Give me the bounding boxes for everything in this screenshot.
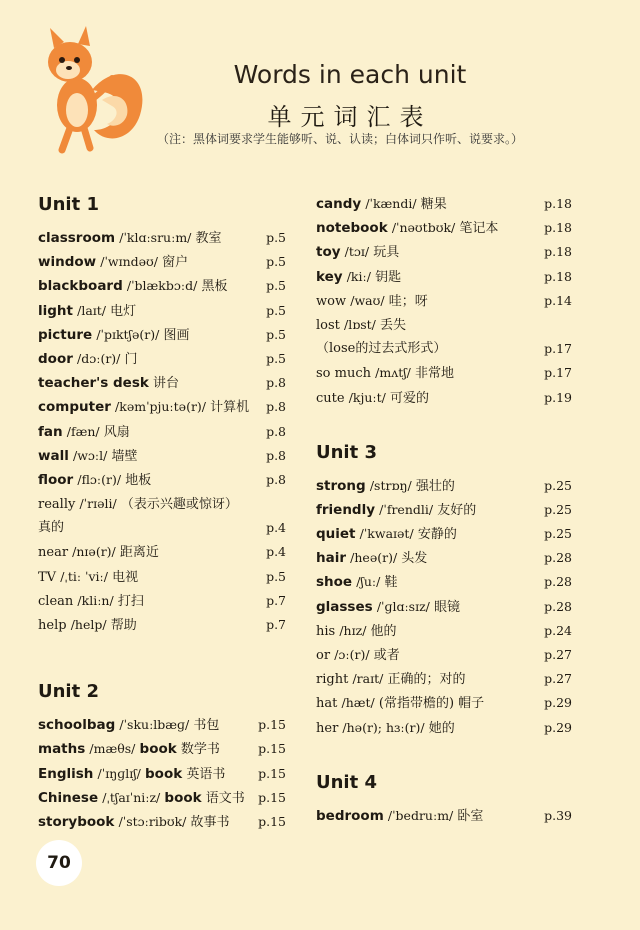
word-entry xyxy=(38,737,290,761)
entry-word: toy xyxy=(316,244,341,261)
word-entry xyxy=(38,347,290,371)
entry-meaning: 数学书 xyxy=(180,742,220,758)
entry-page: p.8 xyxy=(266,399,286,415)
entry-meaning: 正确的；对的 xyxy=(387,672,466,688)
entry-meaning: 安静的 xyxy=(417,527,457,543)
word-entry xyxy=(316,570,572,594)
entry-page: p.29 xyxy=(544,719,572,735)
entry-page: p.15 xyxy=(258,813,286,829)
word-entry xyxy=(316,474,572,498)
entry-word: clean xyxy=(38,593,74,609)
entry-meaning: 讲台 xyxy=(153,376,180,392)
word-entry xyxy=(38,786,290,810)
unit-section xyxy=(316,438,572,740)
word-entry xyxy=(38,420,290,444)
entry-word: right xyxy=(316,672,349,688)
entry-phonetic: /hæt/ xyxy=(341,695,375,711)
entry-page: p.17 xyxy=(544,365,572,381)
entry-word: classroom xyxy=(38,230,116,246)
entry-word: computer xyxy=(38,399,111,416)
entry-phonetic: /heə(r)/ xyxy=(350,550,398,566)
entry-meaning: 教室 xyxy=(195,231,222,246)
word-list xyxy=(38,713,290,834)
entry-page: p.25 xyxy=(544,477,572,493)
entry-page: p.7 xyxy=(266,617,286,632)
word-entry xyxy=(38,613,290,637)
entry-page: p.15 xyxy=(258,789,286,805)
entry-page: p.18 xyxy=(544,244,572,260)
unit-section xyxy=(316,192,572,410)
word-entry xyxy=(38,323,290,347)
word-entry xyxy=(38,371,290,395)
entry-page: p.8 xyxy=(266,471,286,487)
entry-meaning: 糖果 xyxy=(420,197,447,212)
entry-word: or xyxy=(316,648,331,663)
entry-meaning: 眼镜 xyxy=(434,599,461,615)
entry-page: p.19 xyxy=(544,389,572,405)
unit-section xyxy=(38,677,290,834)
word-entry xyxy=(316,216,572,240)
word-entry xyxy=(316,667,572,691)
entry-meaning: 墙壁 xyxy=(111,448,138,464)
entry-page: p.8 xyxy=(266,447,286,463)
word-entry xyxy=(316,313,572,337)
entry-page: p.8 xyxy=(266,423,286,439)
entry-meaning: 门 xyxy=(124,351,138,367)
entry-meaning: 或者 xyxy=(373,648,400,663)
left-column xyxy=(38,190,290,834)
entry-phonetic: /ˈɡlɑːsɪz/ xyxy=(376,598,430,614)
word-entry xyxy=(38,395,290,419)
word-entry xyxy=(316,804,572,828)
entry-page: p.5 xyxy=(266,350,286,366)
entry-meaning: 地板 xyxy=(125,472,152,488)
entry-page: p.28 xyxy=(544,550,572,566)
entry-meaning: 她的 xyxy=(428,720,455,736)
word-list xyxy=(316,192,572,410)
entry-phonetic: /tɔɪ/ xyxy=(344,244,370,260)
entry-meaning: 玩具 xyxy=(373,245,400,261)
entry-word: candy xyxy=(316,196,362,212)
entry-meaning: 打扫 xyxy=(117,593,144,609)
entry-word: fan xyxy=(38,423,63,440)
entry-meaning: 窗户 xyxy=(162,255,189,271)
entry-word: key xyxy=(316,268,343,285)
word-entry xyxy=(38,762,290,786)
word-entry xyxy=(316,240,572,264)
word-entry xyxy=(38,226,290,250)
entry-phonetic: /ˈbedruːm/ xyxy=(387,807,454,823)
entry-word-suffix: book xyxy=(139,741,177,758)
word-entry xyxy=(38,810,290,834)
entry-word: help xyxy=(38,618,67,633)
unit-heading: Unit 4 xyxy=(316,771,377,793)
word-entry xyxy=(38,713,290,737)
entry-word-suffix: book xyxy=(164,789,202,806)
entry-page: p.24 xyxy=(544,622,572,638)
entry-phonetic: /help/ xyxy=(70,617,107,632)
entry-word: door xyxy=(38,350,73,367)
entry-phonetic: /waʊ/ xyxy=(350,292,385,308)
unit-heading: Unit 1 xyxy=(38,194,99,215)
entry-page: p.17 xyxy=(544,341,572,357)
entry-phonetic: /kliːn/ xyxy=(77,592,114,608)
entry-meaning: 他的 xyxy=(370,623,397,639)
entry-page: p.25 xyxy=(544,501,572,517)
entry-page: p.5 xyxy=(266,302,286,318)
entry-meaning: 友好的 xyxy=(437,502,477,518)
entry-word: storybook xyxy=(38,813,115,830)
entry-phonetic: /flɔː(r)/ xyxy=(77,471,122,487)
entry-page: p.8 xyxy=(266,375,286,391)
entry-word: near xyxy=(38,545,69,561)
entry-phonetic: /ˈpɪktʃə(r)/ xyxy=(96,326,160,342)
word-entry xyxy=(316,289,572,313)
entry-meaning: 书包 xyxy=(193,718,220,734)
entry-phonetic: /raɪt/ xyxy=(352,671,384,687)
word-entry xyxy=(316,386,572,410)
entry-phonetic: /fæn/ xyxy=(66,423,100,439)
entry-phonetic: /laɪt/ xyxy=(77,302,107,318)
entry-word: bedroom xyxy=(316,807,384,824)
word-entry xyxy=(316,498,572,522)
entry-word: light xyxy=(38,302,73,319)
word-entry xyxy=(316,619,572,643)
entry-page: p.4 xyxy=(266,520,286,536)
word-entry xyxy=(38,250,290,274)
entry-word: his xyxy=(316,623,336,639)
word-entry xyxy=(38,274,290,298)
word-entry xyxy=(316,337,572,361)
entry-page: p.39 xyxy=(544,807,572,823)
entry-page: p.27 xyxy=(544,647,572,662)
unit-heading: Unit 2 xyxy=(38,681,99,703)
word-entry xyxy=(316,691,572,715)
entry-meaning: 计算机 xyxy=(210,400,250,416)
entry-phonetic: /kəmˈpjuːtə(r)/ xyxy=(115,399,207,415)
entry-page: p.5 xyxy=(266,278,286,294)
entry-page: p.14 xyxy=(544,292,572,308)
entry-phonetic: /ˈstɔːribʊk/ xyxy=(118,813,187,829)
entry-page: p.5 xyxy=(266,230,286,245)
entry-phonetic: /hə(r); hɜː(r)/ xyxy=(342,719,425,735)
word-entry xyxy=(316,716,572,740)
entry-page: p.18 xyxy=(544,196,572,211)
word-list xyxy=(316,804,572,828)
entry-phonetic: /lɒst/ xyxy=(344,316,376,332)
entry-word: her xyxy=(316,720,339,736)
entry-phonetic: /ˈkændi/ xyxy=(365,196,417,211)
entry-meaning: 丢失 xyxy=(380,317,407,333)
entry-word: wall xyxy=(38,447,69,464)
entry-meaning: 英语书 xyxy=(186,766,226,782)
word-entry xyxy=(38,492,290,516)
entry-word: glasses xyxy=(316,598,373,615)
entry-page: p.18 xyxy=(544,220,572,236)
entry-phonetic: /hɪz/ xyxy=(339,622,367,638)
entry-phonetic: /ˈɪŋɡlɪʃ/ xyxy=(97,765,141,781)
usage-note: （注：黑体词要求学生能够听、说、认读；白体词只作听、说要求。） xyxy=(156,132,523,146)
word-entry xyxy=(38,540,290,564)
entry-word: quiet xyxy=(316,526,356,543)
entry-word: notebook xyxy=(316,220,388,237)
entry-meaning: 电视 xyxy=(112,569,139,585)
entry-word: Chinese xyxy=(38,789,99,806)
entry-meaning: (常指带檐的) 帽子 xyxy=(378,696,485,712)
entry-page: p.4 xyxy=(266,544,286,560)
entry-page: p.28 xyxy=(544,574,572,590)
entry-phonetic: /ʃuː/ xyxy=(356,574,381,590)
page-title-chinese: 单元词汇表 xyxy=(267,103,433,131)
word-entry xyxy=(38,299,290,323)
entry-meaning: 强壮的 xyxy=(415,478,455,494)
entry-word: teacher's desk xyxy=(38,375,149,392)
word-entry xyxy=(38,589,290,613)
word-entry xyxy=(316,643,572,667)
entry-meaning: 钥匙 xyxy=(375,269,402,285)
entry-phonetic: /ˈwɪndəʊ/ xyxy=(100,254,159,270)
entry-phonetic: /ɔː(r)/ xyxy=(334,647,370,662)
entry-phonetic: /nɪə(r)/ xyxy=(72,544,116,560)
word-entry xyxy=(316,595,572,619)
entry-phonetic: /kjuːt/ xyxy=(348,389,386,405)
entry-word: hair xyxy=(316,550,347,567)
entry-meaning: 鞋 xyxy=(384,575,398,591)
entry-word: so much xyxy=(316,366,371,382)
entry-phonetic: /ˈnəʊtbʊk/ xyxy=(391,220,456,236)
entry-page: p.27 xyxy=(544,671,572,687)
entry-phonetic: /wɔːl/ xyxy=(72,447,108,463)
entry-meaning: 电灯 xyxy=(110,303,137,319)
entry-phonetic: /ˈfrendli/ xyxy=(379,501,434,517)
entry-meaning: 非常地 xyxy=(415,366,455,382)
word-entry xyxy=(316,546,572,570)
word-entry xyxy=(38,516,290,540)
word-entry xyxy=(38,565,290,589)
word-entry xyxy=(38,444,290,468)
entry-phonetic: /ˈblækbɔːd/ xyxy=(126,278,198,294)
entry-meaning: 距离近 xyxy=(119,545,159,561)
entry-meaning: 故事书 xyxy=(190,814,230,830)
word-list xyxy=(316,474,572,740)
entry-page: p.15 xyxy=(258,717,286,733)
entry-word: really xyxy=(38,497,76,513)
entry-phonetic: /kiː/ xyxy=(346,268,371,284)
entry-meaning: （表示兴趣或惊讶） xyxy=(120,497,238,513)
entry-meaning: 真的 xyxy=(38,520,65,536)
entry-word: window xyxy=(38,254,97,271)
entry-phonetic: /ˈskuːlbæɡ/ xyxy=(119,717,190,733)
entry-page: p.5 xyxy=(266,568,286,584)
unit-heading: Unit 3 xyxy=(316,441,377,463)
entry-phonetic: /ˈkwaɪət/ xyxy=(359,526,414,542)
entry-page: p.25 xyxy=(544,526,572,542)
entry-phonetic: /dɔː(r)/ xyxy=(77,350,121,366)
entry-word: maths xyxy=(38,741,86,758)
word-entry xyxy=(316,192,572,216)
word-entry xyxy=(38,468,290,492)
page-title: Words in each unit xyxy=(233,60,467,89)
entry-word: hat xyxy=(316,696,338,712)
unit-section xyxy=(316,768,572,828)
entry-word: cute xyxy=(316,390,345,406)
entry-word: friendly xyxy=(316,501,376,518)
entry-meaning: 哇；呀 xyxy=(388,293,428,309)
entry-page: p.5 xyxy=(266,326,286,342)
entry-word: lost xyxy=(316,317,340,333)
entry-meaning: 黑板 xyxy=(201,279,228,295)
entry-phonetic: /mæθs/ xyxy=(89,741,136,757)
entry-page: p.7 xyxy=(266,592,286,608)
page-number: 70 xyxy=(36,840,82,886)
entry-page: p.28 xyxy=(544,598,572,614)
unit-section xyxy=(38,190,290,637)
entry-meaning: （lose的过去式形式） xyxy=(316,341,447,357)
word-entry xyxy=(316,361,572,385)
entry-word: blackboard xyxy=(38,278,123,295)
word-entry xyxy=(316,265,572,289)
word-list xyxy=(38,226,290,637)
right-column xyxy=(316,192,572,828)
entry-page: p.5 xyxy=(266,254,286,270)
entry-phonetic: /mʌtʃ/ xyxy=(375,365,411,381)
entry-meaning: 语文书 xyxy=(205,790,245,806)
entry-word: picture xyxy=(38,326,93,343)
entry-phonetic: /strɒŋ/ xyxy=(369,477,412,493)
entry-meaning: 图画 xyxy=(163,327,190,343)
entry-meaning: 风扇 xyxy=(103,424,130,440)
entry-phonetic: /ˌtʃaɪˈniːz/ xyxy=(102,789,161,805)
entry-phonetic: /ˈrɪəli/ xyxy=(79,496,117,512)
entry-meaning: 卧室 xyxy=(457,808,484,824)
entry-page: p.15 xyxy=(258,741,286,757)
entry-word: schoolbag xyxy=(38,717,116,734)
entry-word: floor xyxy=(38,471,74,488)
entry-page: p.15 xyxy=(258,765,286,781)
entry-page: p.29 xyxy=(544,695,572,711)
entry-page: p.18 xyxy=(544,268,572,284)
entry-word: English xyxy=(38,765,94,782)
entry-word-suffix: book xyxy=(145,765,183,782)
entry-meaning: 笔记本 xyxy=(459,221,499,237)
entry-meaning: 帮助 xyxy=(110,618,137,633)
entry-word: wow xyxy=(316,293,347,309)
entry-meaning: 头发 xyxy=(401,551,428,567)
entry-word: strong xyxy=(316,477,366,494)
entry-phonetic: /ˈklɑːsruːm/ xyxy=(119,230,192,245)
word-entry xyxy=(316,522,572,546)
entry-word: shoe xyxy=(316,574,353,591)
entry-meaning: 可爱的 xyxy=(390,390,430,406)
entry-word: TV xyxy=(38,569,57,585)
entry-phonetic: /ˌtiː ˈviː/ xyxy=(60,568,108,584)
